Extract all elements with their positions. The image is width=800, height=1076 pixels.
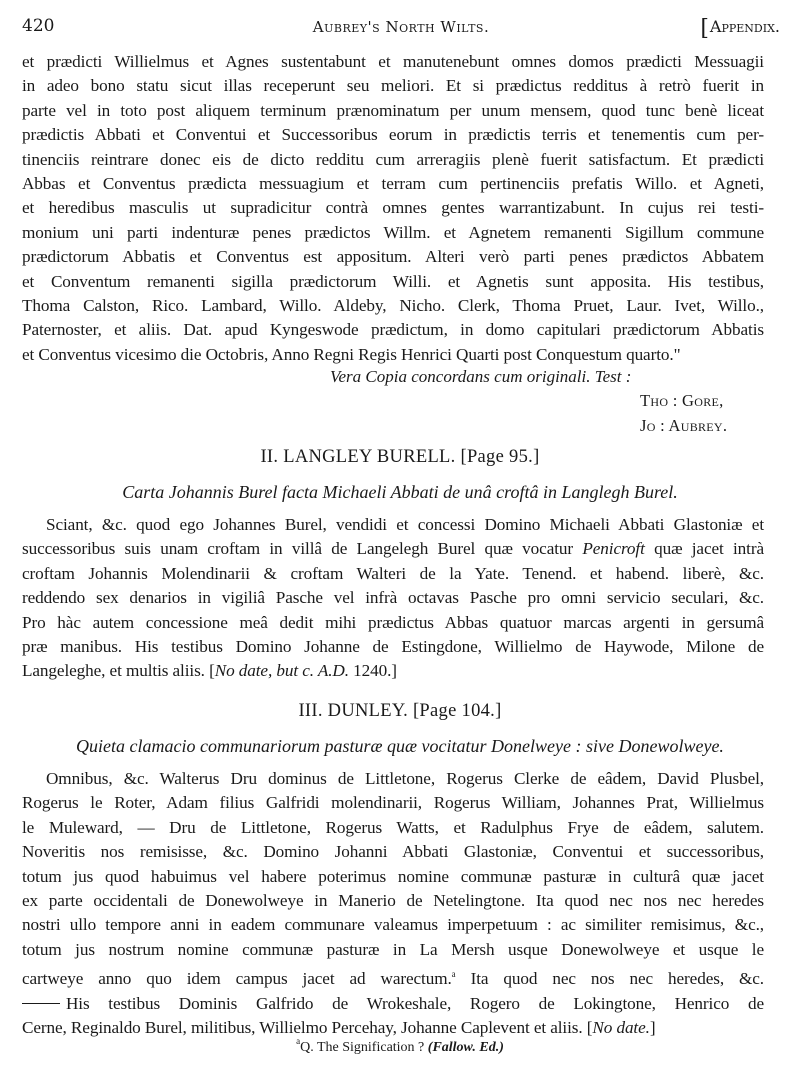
text-run: præ manibus. His testibus Domino Johanne de Estingdone, Willielmo de Haywode, Milone de [22, 637, 764, 657]
text-run: successoribus suis unam croftam in villâ de Langelegh Burel quæ vocatur [22, 539, 583, 559]
text-line: Abbas et Conventus prædicta messuagium et terram cum pertinenciis prefatis Willo. et Agneti, [22, 174, 764, 194]
text-line [22, 889, 764, 913]
text-line [22, 537, 764, 561]
section-label: Appendix. [709, 17, 780, 36]
text-line [22, 840, 764, 864]
signatory: Tho : Gore, [640, 391, 724, 410]
text-line: prædictis Abbati et Conventui et Successoribus eorum in prædictis terris et tenementis cum per- [22, 125, 764, 145]
footnote-editor-note: (Fallow. Ed.) [427, 1040, 504, 1055]
section-bracket: [ [700, 16, 709, 41]
attestation: Vera Copia concordans cum originali. Test : [330, 367, 632, 386]
page-number: 420 [22, 16, 55, 36]
footnote-text: Q. The Signification ? [300, 1040, 428, 1055]
text-line [22, 562, 764, 586]
text-line: Thoma Calston, Rico. Lambard, Willo. Aldeby, Nicho. Clerk, Thoma Pruet, Laur. Ivet, Willo., [22, 296, 764, 316]
text-run: reddendo sex denarios in vigiliâ Pasche vel infrà octavas Pasche pro omni servicio seculari, &c. [22, 588, 764, 608]
text-run: nostri ullo tempore anni in eadem communare valeamus imperpetuum : ac similiter remisimus, &c., [22, 915, 764, 935]
text-run: Langeleghe, et multis aliis. [ [22, 661, 215, 681]
text-run: ] [649, 1018, 656, 1038]
footnote-marker: a [296, 1036, 301, 1046]
text-line: tinenciis reintrare donec eis de dicto redditu cum arreragiis plenè fuerit satisfactum. Et prædicti [22, 149, 764, 169]
running-title: Aubrey's North Wilts. [312, 18, 490, 36]
section-subtitle: Quieta clamacio communariorum pasturæ quæ vocitatur Donelweye : sive Donewolweye. [76, 736, 724, 756]
italic-date-note: No date. [592, 1018, 650, 1038]
text-line [22, 791, 764, 815]
text-run: Sciant, &c. quod ego Johannes Burel, vendidi et concessi Domino Michaeli Abbati Glastoniæ et [46, 515, 764, 534]
text-line [22, 611, 764, 635]
text-line: monium uni parti indenturæ penes prædictos Willm. et Agnetem remanenti Sigillum commune [22, 222, 764, 242]
footnote-marker: a [451, 969, 456, 980]
text-run: quæ jacet intrà [644, 539, 765, 559]
footnote [0, 1036, 800, 1056]
running-section [700, 16, 780, 41]
text-run: Cerne, Reginaldo Burel, militibus, Willielmo Percehay, Johanne Caplevent et aliis. [ [22, 1018, 593, 1038]
langley-burell-paragraph [22, 513, 764, 684]
text-line [22, 992, 764, 1016]
text-line: et Conventus vicesimo die Octobris, Anno Regni Regis Henrici Quarti post Conquestum quarto." [22, 344, 681, 364]
text-run: His testibus Dominis Galfrido de Wrokeshale, Rogero de Lokingtone, Henrico de [66, 993, 764, 1013]
text-line: parte vel in toto post aliquem terminum prænominatum per unum mensem, quod tunc benè liceat [22, 100, 764, 120]
italic-date-note: No date, but c. A.D. [214, 661, 349, 681]
text-line [22, 635, 764, 659]
text-line [22, 659, 764, 683]
text-line: prædictorum Abbatis et Conventus est appositum. Alteri verò parti penes prædictos Abbatem [22, 247, 764, 267]
text-run: cartweye anno quo idem campus jacet ad warectum. [22, 969, 452, 989]
text-line: et heredibus masculis ut supradicitur contrà omnes gentes warrantizabunt. In cujus rei testi- [22, 198, 764, 218]
text-line [22, 586, 764, 610]
em-rule [22, 1003, 60, 1004]
text-line [22, 938, 764, 962]
text-run: le Muleward, — Dru de Littletone, Rogerus Watts, et Radulphus Frye de eâdem, salutem. [22, 817, 764, 837]
text-line [22, 865, 764, 889]
section-heading-langley-burell: II. LANGLEY BURELL. [Page 95.] [260, 447, 540, 467]
text-run: ex parte occidentali de Donewolweye in Manerio de Netelingtone. Ita quod nec nos nec heredes [22, 891, 764, 911]
text-run: totum jus nostrum nomine communæ pasturæ in La Mersh usque Donewolweye et usque le [22, 939, 764, 959]
section-heading-dunley: III. DUNLEY. [Page 104.] [298, 701, 502, 721]
running-head [22, 16, 780, 40]
text-run: Rogerus le Roter, Adam filius Galfridi molendinarii, Rogerus William, Johannes Prat, Willielmus [22, 793, 764, 813]
text-run: Ita quod nec nos nec heredes, &c. [455, 969, 765, 989]
deed-continuation-paragraph [22, 50, 764, 367]
text-run: Noveritis nos remisisse, &c. Domino Johanni Abbati Glastoniæ, Conventui et successoribus, [22, 842, 764, 862]
text-run: 1240.] [348, 661, 397, 681]
text-run: Pro hàc autem concessione meâ dedit mihi prædictus Abbas quatuor marcas argenti in gersumâ [22, 612, 764, 632]
text-line [22, 767, 764, 791]
text-line [22, 913, 764, 937]
dunley-paragraph [22, 767, 764, 1040]
text-line: et Conventum remanenti sigilla prædictorum Willi. et Agnetis sunt apposita. His testibus, [22, 271, 764, 291]
text-line [22, 513, 764, 537]
text-line: Paternoster, et aliis. Dat. apud Kyngeswode prædictum, in domo capitulari prædictorum Abbatis [22, 320, 764, 340]
text-line: et prædicti Willielmus et Agnes sustentabunt et manutenebunt omnes domos prædicti Messuagii [22, 52, 764, 71]
signatory: Jo : Aubrey. [640, 416, 728, 435]
text-line [22, 962, 764, 991]
text-run: Omnibus, &c. Walterus Dru dominus de Littletone, Rogerus Clerke de eâdem, David Plusbel, [46, 769, 764, 788]
text-line [22, 816, 764, 840]
text-line: in adeo bono statu sicut illas receperunt seu meliori. Et si prædictus redditus à retrò fuerit in [22, 76, 764, 96]
text-run: croftam Johannis Molendinarii & croftam Walteri de la Yate. Tenend. et habend. liberè, &c. [22, 563, 764, 583]
text-run: totum jus quod habuimus vel habere poterimus nomine communæ pasturæ in culturâ quæ jacet [22, 866, 764, 886]
section-subtitle: Carta Johannis Burel facta Michaeli Abbati de unâ croftâ in Langlegh Burel. [122, 482, 678, 502]
italic-place-name: Penicroft [582, 539, 645, 559]
